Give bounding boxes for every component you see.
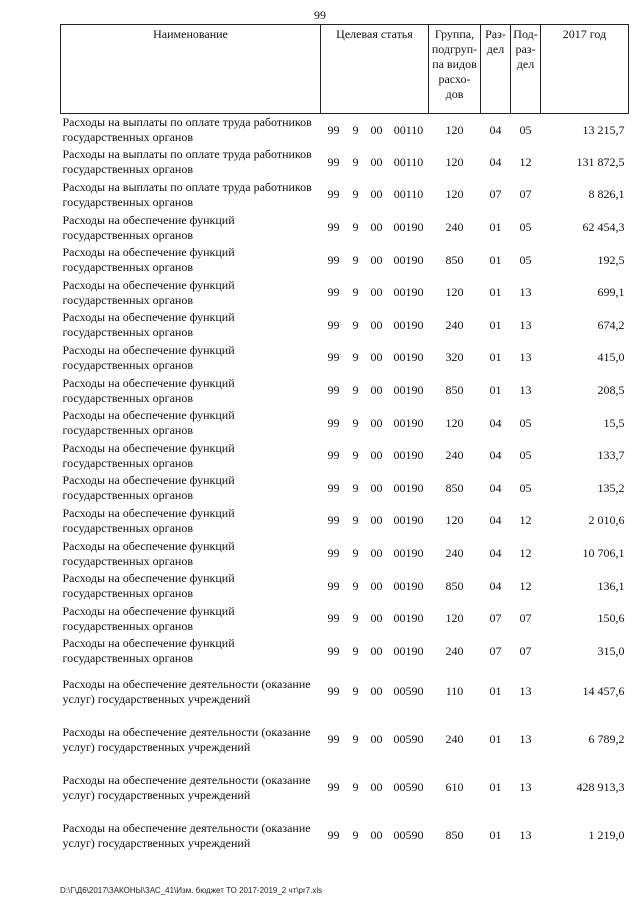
row-section: 01 bbox=[489, 285, 502, 300]
table-row bbox=[61, 211, 629, 244]
row-subsection: 12 bbox=[519, 154, 532, 169]
target-part-t2: 9 bbox=[352, 415, 359, 430]
target-part-t1: 99 bbox=[327, 828, 340, 843]
row-target-code bbox=[321, 635, 429, 668]
row-section: 04 bbox=[489, 415, 502, 430]
row-subsection: 13 bbox=[519, 350, 532, 365]
target-part-t4: 00190 bbox=[393, 546, 424, 561]
target-part-t4: 00190 bbox=[393, 448, 424, 463]
target-part-t1: 99 bbox=[327, 611, 340, 626]
row-name: Расходы на обеспечение функций государственных органов bbox=[62, 473, 235, 503]
row-name: Расходы на обеспечение функций государственных органов bbox=[62, 277, 235, 307]
row-section: 04 bbox=[489, 480, 502, 495]
row-name: Расходы на обеспечение функций государственных органов bbox=[62, 538, 235, 568]
row-section: 01 bbox=[489, 317, 502, 332]
target-part-t2: 9 bbox=[352, 187, 359, 202]
target-part-t2: 9 bbox=[352, 122, 359, 137]
target-part-t1: 99 bbox=[327, 480, 340, 495]
row-subsection: 13 bbox=[519, 780, 532, 795]
row-group: 120 bbox=[445, 154, 464, 169]
row-group: 850 bbox=[445, 383, 464, 398]
target-part-t3: 00 bbox=[370, 480, 383, 495]
target-part-t4: 00110 bbox=[393, 187, 424, 202]
target-part-t4: 00190 bbox=[393, 220, 424, 235]
row-subsection: 05 bbox=[519, 480, 532, 495]
row-section: 04 bbox=[489, 578, 502, 593]
target-part-t1: 99 bbox=[327, 415, 340, 430]
row-target-code bbox=[321, 407, 429, 440]
row-name: Расходы на обеспечение деятельности (оказание услуг) государственных учреждений bbox=[62, 772, 311, 802]
row-target-code bbox=[321, 537, 429, 570]
target-part-t3: 00 bbox=[370, 317, 383, 332]
target-part-t4: 00590 bbox=[393, 780, 424, 795]
target-part-t2: 9 bbox=[352, 780, 359, 795]
row-target-code bbox=[321, 342, 429, 375]
table-row bbox=[61, 407, 629, 440]
row-amount: 674,2 bbox=[597, 317, 625, 332]
target-part-t2: 9 bbox=[352, 546, 359, 561]
row-amount: 208,5 bbox=[597, 383, 625, 398]
target-part-t2: 9 bbox=[352, 252, 359, 267]
row-target-code bbox=[321, 211, 429, 244]
row-name: Расходы на обеспечение функций государственных органов bbox=[62, 245, 235, 275]
target-part-t3: 00 bbox=[370, 611, 383, 626]
row-subsection: 13 bbox=[519, 684, 532, 699]
target-part-t3: 00 bbox=[370, 415, 383, 430]
target-part-t4: 00110 bbox=[393, 122, 424, 137]
row-subsection: 05 bbox=[519, 252, 532, 267]
row-section: 07 bbox=[489, 643, 502, 658]
row-section: 04 bbox=[489, 122, 502, 137]
row-group: 240 bbox=[445, 732, 464, 747]
row-section: 01 bbox=[489, 383, 502, 398]
row-amount: 62 454,3 bbox=[582, 220, 625, 235]
row-subsection: 13 bbox=[519, 732, 532, 747]
target-part-t4: 00190 bbox=[393, 578, 424, 593]
target-part-t3: 00 bbox=[370, 732, 383, 747]
row-target-code bbox=[321, 179, 429, 212]
row-subsection: 05 bbox=[519, 448, 532, 463]
row-amount: 428 913,3 bbox=[576, 780, 625, 795]
table-row bbox=[61, 764, 629, 812]
row-amount: 150,6 bbox=[597, 611, 625, 626]
row-amount: 315,0 bbox=[597, 643, 625, 658]
row-name: Расходы на обеспечение деятельности (оказание услуг) государственных учреждений bbox=[62, 676, 311, 706]
row-target-code bbox=[321, 602, 429, 635]
target-part-t2: 9 bbox=[352, 480, 359, 495]
row-target-code bbox=[321, 374, 429, 407]
header-section: Раз-дел bbox=[481, 25, 511, 114]
row-target-code bbox=[321, 764, 429, 812]
row-name: Расходы на выплаты по оплате труда работников государственных органов bbox=[62, 115, 312, 145]
row-section: 04 bbox=[489, 448, 502, 463]
page-number: 99 bbox=[314, 8, 326, 22]
row-name: Расходы на обеспечение функций государственных органов bbox=[62, 636, 235, 666]
row-name: Расходы на обеспечение функций государственных органов bbox=[62, 440, 235, 470]
row-subsection: 13 bbox=[519, 383, 532, 398]
target-part-t1: 99 bbox=[327, 317, 340, 332]
table-row bbox=[61, 439, 629, 472]
header-year: 2017 год bbox=[541, 25, 629, 114]
table-row bbox=[61, 244, 629, 277]
row-target-code bbox=[321, 114, 429, 147]
row-amount: 131 872,5 bbox=[576, 154, 625, 169]
table-row bbox=[61, 505, 629, 538]
target-part-t3: 00 bbox=[370, 220, 383, 235]
target-part-t1: 99 bbox=[327, 578, 340, 593]
target-part-t3: 00 bbox=[370, 154, 383, 169]
row-group: 850 bbox=[445, 578, 464, 593]
target-part-t3: 00 bbox=[370, 546, 383, 561]
row-name: Расходы на обеспечение функций государственных органов bbox=[62, 408, 235, 438]
row-subsection: 13 bbox=[519, 317, 532, 332]
target-part-t4: 00190 bbox=[393, 611, 424, 626]
table-row bbox=[61, 342, 629, 375]
header-group: Группа, подгруп-па видов расхо-дов bbox=[429, 25, 481, 114]
row-target-code bbox=[321, 716, 429, 764]
row-target-code bbox=[321, 570, 429, 603]
row-section: 04 bbox=[489, 154, 502, 169]
table-body bbox=[61, 114, 629, 860]
target-part-t2: 9 bbox=[352, 513, 359, 528]
target-part-t2: 9 bbox=[352, 732, 359, 747]
row-section: 04 bbox=[489, 546, 502, 561]
row-group: 850 bbox=[445, 480, 464, 495]
row-name: Расходы на обеспечение деятельности (оказание услуг) государственных учреждений bbox=[62, 820, 311, 850]
row-group: 610 bbox=[445, 780, 464, 795]
target-part-t2: 9 bbox=[352, 317, 359, 332]
target-part-t2: 9 bbox=[352, 448, 359, 463]
target-part-t3: 00 bbox=[370, 643, 383, 658]
table-header-row bbox=[61, 25, 629, 114]
row-target-code bbox=[321, 309, 429, 342]
row-amount: 2 010,6 bbox=[588, 513, 625, 528]
row-subsection: 13 bbox=[519, 285, 532, 300]
target-part-t1: 99 bbox=[327, 383, 340, 398]
row-subsection: 12 bbox=[519, 546, 532, 561]
row-subsection: 05 bbox=[519, 415, 532, 430]
row-amount: 8 826,1 bbox=[588, 187, 625, 202]
target-part-t2: 9 bbox=[352, 611, 359, 626]
row-group: 320 bbox=[445, 350, 464, 365]
target-part-t2: 9 bbox=[352, 578, 359, 593]
target-part-t3: 00 bbox=[370, 285, 383, 300]
target-part-t1: 99 bbox=[327, 187, 340, 202]
row-section: 07 bbox=[489, 187, 502, 202]
row-subsection: 05 bbox=[519, 122, 532, 137]
target-part-t4: 00190 bbox=[393, 350, 424, 365]
table-row bbox=[61, 602, 629, 635]
target-part-t3: 00 bbox=[370, 684, 383, 699]
target-part-t3: 00 bbox=[370, 383, 383, 398]
table-row bbox=[61, 114, 629, 147]
table-row bbox=[61, 309, 629, 342]
row-amount: 415,0 bbox=[597, 350, 625, 365]
target-part-t3: 00 bbox=[370, 187, 383, 202]
row-group: 120 bbox=[445, 285, 464, 300]
target-part-t4: 00190 bbox=[393, 415, 424, 430]
target-part-t4: 00190 bbox=[393, 480, 424, 495]
target-part-t1: 99 bbox=[327, 220, 340, 235]
budget-table bbox=[60, 24, 629, 860]
row-group: 120 bbox=[445, 187, 464, 202]
row-section: 01 bbox=[489, 350, 502, 365]
row-group: 240 bbox=[445, 643, 464, 658]
row-amount: 133,7 bbox=[597, 448, 625, 463]
row-group: 240 bbox=[445, 317, 464, 332]
row-subsection: 07 bbox=[519, 187, 532, 202]
target-part-t2: 9 bbox=[352, 285, 359, 300]
target-part-t3: 00 bbox=[370, 252, 383, 267]
row-target-code bbox=[321, 244, 429, 277]
target-part-t1: 99 bbox=[327, 350, 340, 365]
row-amount: 14 457,6 bbox=[582, 684, 625, 699]
row-section: 04 bbox=[489, 513, 502, 528]
row-amount: 136,1 bbox=[597, 578, 625, 593]
row-amount: 15,5 bbox=[603, 415, 625, 430]
header-name: Наименование bbox=[61, 25, 321, 114]
row-subsection: 05 bbox=[519, 220, 532, 235]
target-part-t1: 99 bbox=[327, 154, 340, 169]
target-part-t3: 00 bbox=[370, 780, 383, 795]
row-group: 850 bbox=[445, 252, 464, 267]
target-part-t1: 99 bbox=[327, 732, 340, 747]
row-group: 120 bbox=[445, 122, 464, 137]
row-name: Расходы на обеспечение функций государственных органов bbox=[62, 342, 235, 372]
table-row bbox=[61, 374, 629, 407]
target-part-t2: 9 bbox=[352, 383, 359, 398]
row-subsection: 13 bbox=[519, 828, 532, 843]
target-part-t1: 99 bbox=[327, 448, 340, 463]
target-part-t1: 99 bbox=[327, 546, 340, 561]
target-part-t4: 00590 bbox=[393, 684, 424, 699]
target-part-t1: 99 bbox=[327, 643, 340, 658]
target-part-t4: 00190 bbox=[393, 383, 424, 398]
target-part-t3: 00 bbox=[370, 350, 383, 365]
row-name: Расходы на обеспечение деятельности (оказание услуг) государственных учреждений bbox=[62, 724, 311, 754]
row-amount: 135,2 bbox=[597, 480, 625, 495]
target-part-t2: 9 bbox=[352, 220, 359, 235]
target-part-t2: 9 bbox=[352, 350, 359, 365]
row-target-code bbox=[321, 276, 429, 309]
target-part-t1: 99 bbox=[327, 122, 340, 137]
row-section: 07 bbox=[489, 611, 502, 626]
table-row bbox=[61, 146, 629, 179]
table-row bbox=[61, 635, 629, 668]
row-section: 01 bbox=[489, 780, 502, 795]
row-group: 120 bbox=[445, 513, 464, 528]
row-group: 850 bbox=[445, 828, 464, 843]
row-amount: 6 789,2 bbox=[588, 732, 625, 747]
target-part-t4: 00190 bbox=[393, 317, 424, 332]
target-part-t4: 00590 bbox=[393, 732, 424, 747]
row-name: Расходы на обеспечение функций государственных органов bbox=[62, 571, 235, 601]
row-target-code bbox=[321, 146, 429, 179]
row-amount: 1 219,0 bbox=[588, 828, 625, 843]
target-part-t2: 9 bbox=[352, 828, 359, 843]
target-part-t4: 00190 bbox=[393, 513, 424, 528]
table-row bbox=[61, 472, 629, 505]
row-group: 240 bbox=[445, 220, 464, 235]
target-part-t1: 99 bbox=[327, 252, 340, 267]
target-part-t4: 00190 bbox=[393, 643, 424, 658]
row-amount: 10 706,1 bbox=[582, 546, 625, 561]
target-part-t3: 00 bbox=[370, 513, 383, 528]
row-amount: 699,1 bbox=[597, 285, 625, 300]
row-section: 01 bbox=[489, 252, 502, 267]
row-name: Расходы на выплаты по оплате труда работников государственных органов bbox=[62, 179, 312, 209]
table-row bbox=[61, 668, 629, 716]
target-part-t1: 99 bbox=[327, 684, 340, 699]
target-part-t2: 9 bbox=[352, 684, 359, 699]
target-part-t4: 00190 bbox=[393, 285, 424, 300]
file-path-footer: D:\Г\Д6\2017\ЗАКОНЫ\ЗАС_41\Изм. бюджет ТО 2017-2019_2 чт\pr7.xls bbox=[60, 886, 323, 895]
row-group: 120 bbox=[445, 611, 464, 626]
row-target-code bbox=[321, 812, 429, 860]
row-subsection: 12 bbox=[519, 513, 532, 528]
row-group: 240 bbox=[445, 448, 464, 463]
target-part-t1: 99 bbox=[327, 513, 340, 528]
row-name: Расходы на обеспечение функций государственных органов bbox=[62, 505, 235, 535]
row-name: Расходы на обеспечение функций государственных органов bbox=[62, 375, 235, 405]
row-amount: 13 215,7 bbox=[582, 122, 625, 137]
row-target-code bbox=[321, 439, 429, 472]
row-section: 01 bbox=[489, 684, 502, 699]
row-name: Расходы на выплаты по оплате труда работников государственных органов bbox=[62, 147, 312, 177]
target-part-t1: 99 bbox=[327, 285, 340, 300]
table-row bbox=[61, 812, 629, 860]
target-part-t3: 00 bbox=[370, 578, 383, 593]
row-subsection: 12 bbox=[519, 578, 532, 593]
row-name: Расходы на обеспечение функций государственных органов bbox=[62, 212, 235, 242]
target-part-t2: 9 bbox=[352, 643, 359, 658]
target-part-t4: 00190 bbox=[393, 252, 424, 267]
row-target-code bbox=[321, 668, 429, 716]
row-target-code bbox=[321, 505, 429, 538]
table-row bbox=[61, 537, 629, 570]
row-name: Расходы на обеспечение функций государственных органов bbox=[62, 603, 235, 633]
table-row bbox=[61, 276, 629, 309]
row-target-code bbox=[321, 472, 429, 505]
row-section: 01 bbox=[489, 732, 502, 747]
table-row bbox=[61, 716, 629, 764]
target-part-t1: 99 bbox=[327, 780, 340, 795]
header-target: Целевая статья bbox=[321, 25, 429, 114]
row-subsection: 07 bbox=[519, 643, 532, 658]
row-amount: 192,5 bbox=[597, 252, 625, 267]
row-name: Расходы на обеспечение функций государственных органов bbox=[62, 310, 235, 340]
target-part-t4: 00590 bbox=[393, 828, 424, 843]
row-group: 110 bbox=[445, 684, 464, 699]
row-section: 01 bbox=[489, 220, 502, 235]
target-part-t4: 00110 bbox=[393, 154, 424, 169]
table-row bbox=[61, 179, 629, 212]
target-part-t3: 00 bbox=[370, 448, 383, 463]
header-subsection: Под-раз-дел bbox=[511, 25, 541, 114]
row-section: 01 bbox=[489, 828, 502, 843]
table-row bbox=[61, 570, 629, 603]
target-part-t3: 00 bbox=[370, 828, 383, 843]
row-subsection: 07 bbox=[519, 611, 532, 626]
row-group: 120 bbox=[445, 415, 464, 430]
target-part-t3: 00 bbox=[370, 122, 383, 137]
row-group: 240 bbox=[445, 546, 464, 561]
target-part-t2: 9 bbox=[352, 154, 359, 169]
